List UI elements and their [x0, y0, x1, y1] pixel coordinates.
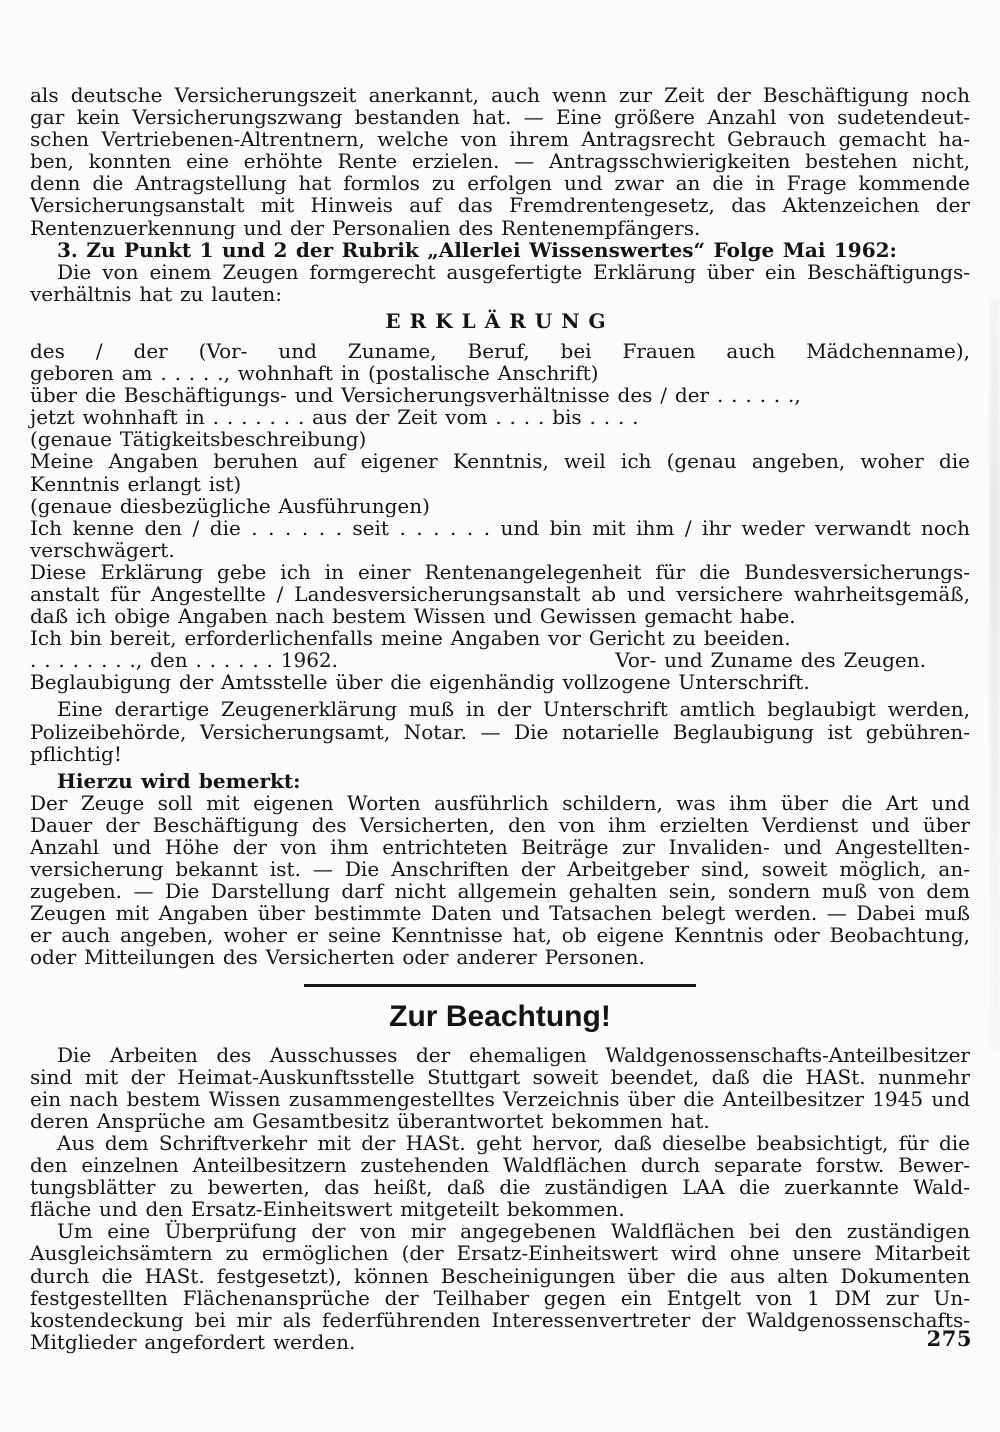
notarization-paragraph [30, 698, 970, 764]
text-line: Anzahl und Höhe der von ihm entrichteten Beiträge zur Invaliden- und Angestellten- [30, 835, 970, 859]
text-line: Die von einem Zeugen formgerecht ausgefertigte Erklärung über ein Beschäftigungs- [57, 259, 970, 284]
text-line: als deutsche Versicherungszeit anerkannt, auch wenn zur Zeit der Beschäftigung noch [30, 83, 970, 107]
text-line: Dauer der Beschäftigung des Versicherten, den von ihm erzielten Verdienst und über [30, 812, 970, 837]
text-line: ERKLÄRUNG [385, 308, 615, 333]
text-line: verschwägert. [30, 537, 175, 562]
text-line: tungsblätter zu bewerten, das heißt, daß die zuständigen LAA die zuerkannte Wald- [30, 1175, 970, 1200]
text-line: über die Beschäftigungs- und Versicherungsverhältnisse des / der . . . . . ., [30, 383, 801, 408]
text-line: (genaue diesbezügliche Ausführungen) [30, 493, 430, 518]
text-line: denn die Antragstellung hat formlos zu erfolgen und zwar an die in Frage kommende [30, 171, 970, 196]
rubrik-heading-line [30, 239, 970, 261]
text-line: durch die HASt. festgesetzt), können Bescheinigungen über die aus alten Dokumenten [30, 1263, 970, 1288]
text-line: fläche und den Ersatz-Einheitswert mitgeteilt bekommen. [30, 1197, 625, 1222]
text-line: Aus dem Schriftverkehr mit der HASt. geht hervor, daß dieselbe beabsichtigt, für die [57, 1130, 970, 1155]
text-line: Zur Beachtung! [389, 999, 611, 1033]
text-line: Beglaubigung der Amtsstelle über die eigenhändig vollzogene Unterschrift. [30, 670, 810, 695]
text-line: Meine Angaben beruhen auf eigener Kenntnis, weil ich (genau angeben, woher die [30, 449, 970, 474]
text-line [30, 649, 970, 671]
text-line: Eine derartige Zeugenerklärung muß in der Unterschrift amtlich beglaubigt werden, [57, 697, 970, 722]
text-line: Zeugen mit Angaben über bestimmte Daten und Tatsachen belegt werden. — Dabei muß [30, 901, 970, 926]
beachtung-paragraph-1 [30, 1044, 970, 1132]
text-line: Ich bin bereit, erforderlichenfalls meine Angaben vor Gericht zu beeiden. [30, 626, 791, 651]
text-line: des / der (Vor- und Zuname, Beruf, bei Frauen auch Mädchenname), [30, 338, 970, 363]
text-line: Ich kenne den / die . . . . . . seit . . . . . . und bin mit ihm / ihr weder verwandt noch [30, 515, 970, 540]
text-line: den einzelnen Anteilbesitzern zustehenden Waldflächen durch separate forstw. Bewer- [30, 1153, 970, 1178]
text-line: Kenntnis erlangt ist) [30, 471, 242, 496]
text-line: daß ich obige Angaben nach bestem Wissen und Gewissen gemacht habe. [30, 604, 796, 629]
text-line: ein nach bestem Wissen zusammengestelltes Verzeichnis über die Anteilbesitzer 1945 und [30, 1086, 970, 1111]
text-line: pflichtig! [30, 741, 122, 766]
text-line: verhältnis hat zu lauten: [30, 281, 282, 306]
remarks-paragraph [30, 792, 970, 969]
text-line: Polizeibehörde, Versicherungsamt, Notar. — Die notarielle Beglaubigung ist gebühren- [30, 719, 970, 744]
page-number: 275 [926, 1326, 972, 1351]
text-line: versicherung bekannt ist. — Die Anschriften der Arbeitgeber sind, soweit möglich, an- [30, 857, 970, 882]
text-line: Die Arbeiten des Ausschusses der ehemaligen Waldgenossenschafts-Anteilbesitzer [57, 1042, 970, 1067]
text-line: schen Vertriebenen-Altrentnern, welche von ihrem Antragsrecht Gebrauch gemacht ha- [30, 127, 970, 152]
hierzu-heading-line [30, 770, 970, 792]
text-line: deren Ansprüche am Gesamtbesitz überantwortet bekommen hat. [30, 1108, 710, 1133]
text-line: anstalt für Angestellte / Landesversicherungsanstalt ab und versichere wahrheitsgemäß, [30, 581, 970, 606]
text-line: Der Zeuge soll mit eigenen Worten ausführlich schildern, was ihm über die Art und [30, 790, 970, 815]
document-content [30, 84, 970, 1353]
date-place-blank-line: . . . . . . . ., den . . . . . . 1962. [30, 648, 338, 673]
text-line: Diese Erklärung gebe ich in einer Rentenangelegenheit für die Bundesversicherungs- [30, 559, 970, 584]
beachtung-paragraph-2 [30, 1132, 970, 1220]
text-line: Rentenzuerkennung und der Personalien des Rentenempfängers. [30, 215, 701, 240]
text-line: Ausgleichsämtern zu ermöglichen (der Ersatz-Einheitswert wird ohne unsere Mitarbeit [30, 1241, 970, 1266]
continuation-paragraph [30, 84, 970, 239]
text-line: geboren am . . . . ., wohnhaft in (postalische Anschrift) [30, 361, 599, 386]
intro-paragraph [30, 261, 970, 305]
zur-beachtung-heading [30, 999, 970, 1035]
text-line: ben, konnten eine erhöhte Rente erzielen. — Antragsschwierigkeiten bestehen nicht, [30, 149, 970, 174]
text-line: festgestellten Flächenansprüche der Teilhaber gegen ein Entgelt von 1 DM zur Un- [30, 1285, 970, 1310]
beachtung-paragraph-3 [30, 1220, 970, 1353]
text-line: (genaue Tätigkeitsbeschreibung) [30, 427, 367, 452]
text-line: Versicherungsanstalt mit Hinweis auf das Fremdrentengesetz, das Aktenzeichen der [30, 193, 970, 218]
text-line: Mitglieder angefordert werden. [30, 1329, 356, 1354]
witness-name-label: Vor- und Zuname des Zeugen. [615, 648, 926, 673]
text-line: jetzt wohnhaft in . . . . . . . aus der Zeit vom . . . . bis . . . . [30, 405, 639, 430]
text-line: Hierzu wird bemerkt: [57, 768, 301, 793]
text-line: zugeben. — Die Darstellung darf nicht allgemein gehalten sein, sondern muß von dem [30, 879, 970, 904]
section-divider [304, 984, 696, 987]
declaration-form [30, 340, 970, 694]
text-line: 3. Zu Punkt 1 und 2 der Rubrik „Allerlei Wissenswertes“ Folge Mai 1962: [57, 237, 897, 262]
text-line: kostendeckung bei mir als federführenden Interessenvertreter der Waldgenossenschafts- [30, 1307, 970, 1332]
text-line: er auch angeben, woher er seine Kenntnisse hat, ob eigene Kenntnis oder Beobachtung, [30, 923, 970, 948]
text-line: gar kein Versicherungszwang bestanden hat. — Eine größere Anzahl von sudetendeut- [30, 105, 970, 130]
text-line: oder Mitteilungen des Versicherten oder anderer Personen. [30, 945, 645, 970]
erklaerung-heading [30, 309, 970, 334]
text-line: Um eine Überprüfung der von mir angegebenen Waldflächen bei den zuständigen [57, 1219, 970, 1244]
text-line: sind mit der Heimat-Auskunftsstelle Stuttgart soweit beendet, daß die HASt. nunmehr [30, 1064, 970, 1089]
